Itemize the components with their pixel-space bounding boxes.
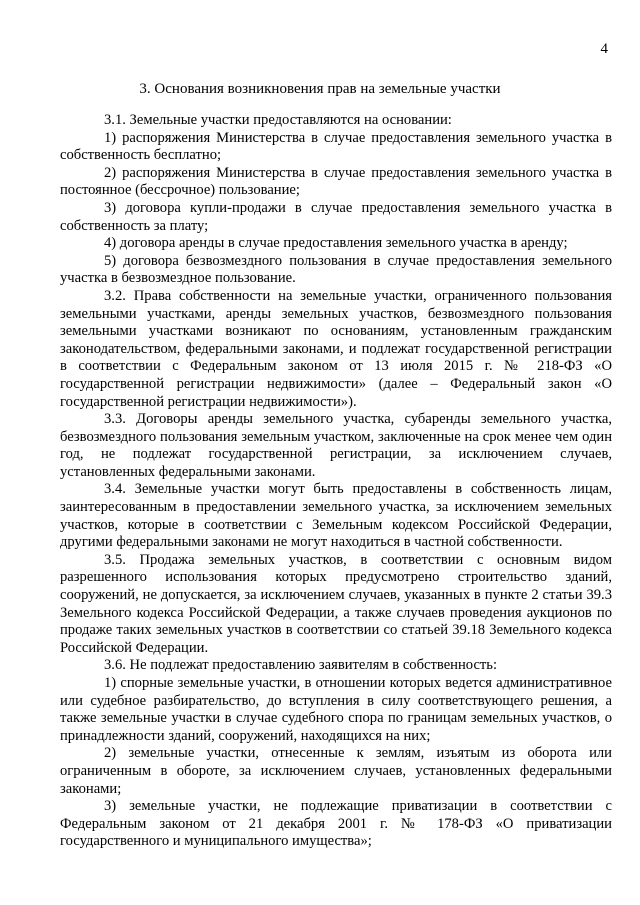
paragraph-3-3: 3.3. Договоры аренды земельного участка, субаренды земельного участка, безвозмездного пользования земельным участком, заключенные на срок менее чем один год, не подлежат государственной регистрации, за исключением случаев, установленных федеральными законами. bbox=[60, 411, 612, 480]
paragraph-3-2: 3.2. Права собственности на земельные участки, ограниченного пользования земельными участками, аренды земельных участков, безвозмездного пользования земельными участками возникают по основаниям, установленным гражданским законодательством, федеральными законами, и подлежат государственной регистрации в соответствии с Федеральным законом от 13 июля 2015 г. № 218-ФЗ «О государственной регистрации недвижимости» (далее – Федеральный закон «О государственной регистрации недвижимости»). bbox=[60, 287, 612, 410]
paragraph-3-1-item-4: 4) договора аренды в случае предоставления земельного участка в аренду; bbox=[104, 235, 568, 252]
paragraph-3-1-item-2: 2) распоряжения Министерства в случае предоставления земельного участка в постоянное (бессрочное) пользование; bbox=[60, 164, 612, 199]
paragraph-3-6-item-3: 3) земельные участки, не подлежащие приватизации в соответствии с Федеральным законом от 21 декабря 2001 г. № 178-ФЗ «О приватизации государственного и муниципального имущества»; bbox=[60, 798, 612, 850]
paragraph-3-1-item-3: 3) договора купли-продажи в случае предоставления земельного участка в собственность за плату; bbox=[60, 199, 612, 234]
paragraph-3-6-item-1: 1) спорные земельные участки, в отношении которых ведется административное или судебное разбирательство, до вступления в силу соответствующего решения, а также земельные участки в случае судебного спора по границам земельных участков, о принадлежности зданий, сооружений, находящихся на них; bbox=[60, 675, 612, 744]
paragraph-3-6-item-2: 2) земельные участки, отнесенные к землям, изъятым из оборота или ограниченным в обороте, за исключением случаев, установленных федеральными законами; bbox=[60, 745, 612, 797]
paragraph-3-1-item-1: 1) распоряжения Министерства в случае предоставления земельного участка в собственность бесплатно; bbox=[60, 129, 612, 164]
section-title: 3. Основания возникновения прав на земельные участки bbox=[139, 81, 501, 97]
paragraph-3-5: 3.5. Продажа земельных участков, в соответствии с основным видом разрешенного использования которых предусмотрено строительство зданий, сооружений, не допускается, за исключением случаев, указанных в пункте 2 статьи 39.3 Земельного кодекса Российской Федерации, а также случаев проведения аукционов по продаже таких земельных участков в соответствии со статьей 39.18 Земельного кодекса Российской Федерации. bbox=[60, 551, 612, 656]
document-body bbox=[60, 112, 612, 851]
paragraph-3-6: 3.6. Не подлежат предоставлению заявителям в собственность: bbox=[104, 657, 498, 674]
page-number: 4 bbox=[600, 41, 608, 57]
paragraph-3-1: 3.1. Земельные участки предоставляются на основании: bbox=[104, 112, 452, 128]
paragraph-3-4: 3.4. Земельные участки могут быть предоставлены в собственность лицам, заинтересованным в предоставлении земельного участка, за исключением земельных участков, которые в соответствии с Земельным кодексом Российской Федерации, другими федеральными законами не могут находиться в частной собственности. bbox=[60, 481, 612, 551]
paragraph-3-1-item-5: 5) договора безвозмездного пользования в случае предоставления земельного участка в безвозмездное пользование. bbox=[60, 252, 612, 287]
